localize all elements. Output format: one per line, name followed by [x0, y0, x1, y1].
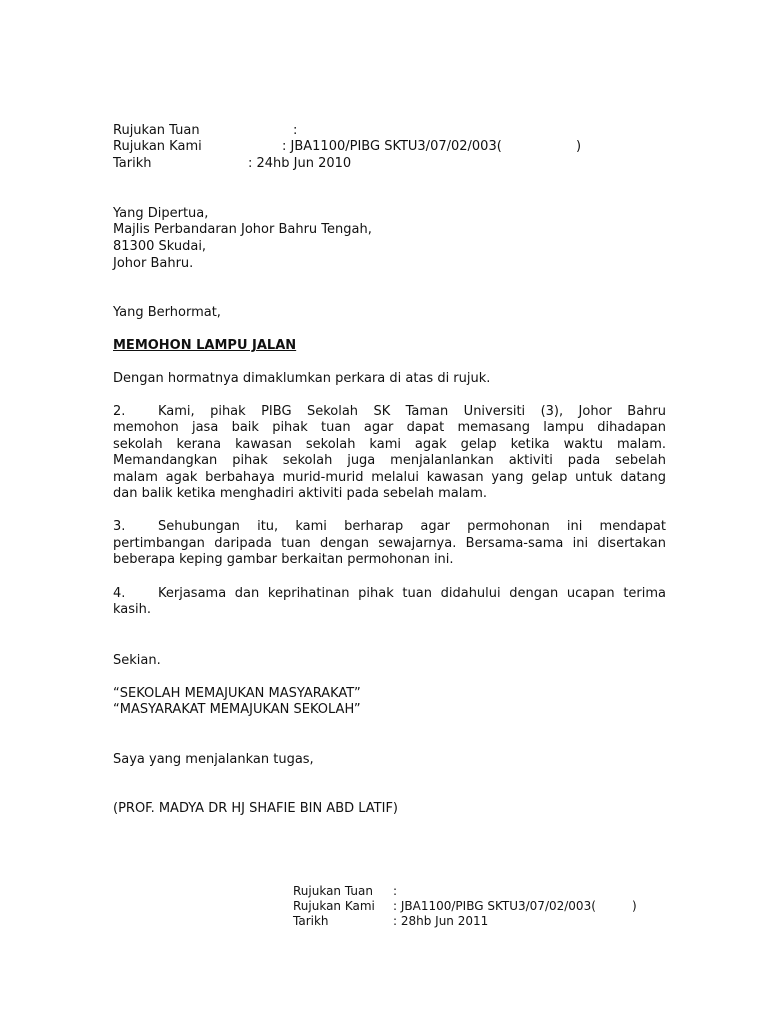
ref-tuan-value: :: [293, 123, 298, 138]
para3-number: 3.: [113, 519, 126, 534]
para2-line-1: Kami, pihak PIBG Sekolah SK Taman Universiti (3), Johor Bahru: [158, 404, 666, 419]
ref-tarikh-value: : 24hb Jun 2010: [248, 156, 352, 171]
ref-tarikh-label: Tarikh: [113, 156, 152, 171]
para2-line-2: memohon jasa baik pihak tuan agar dapat memasang lampu dihadapan: [113, 420, 666, 435]
ref2-kami-close: ): [632, 899, 637, 913]
signatory-name: (PROF. MADYA DR HJ SHAFIE BIN ABD LATIF): [113, 801, 399, 816]
para4-number: 4.: [113, 586, 126, 601]
opening-line: Dengan hormatnya dimaklumkan perkara di atas di rujuk.: [113, 371, 491, 386]
ref2-tarikh-value: : 28hb Jun 2011: [393, 914, 489, 928]
para2-line-5: malam agak berbahaya murid-murid melalui kawasan yang gelap untuk datang: [113, 470, 666, 485]
address-line-3: 81300 Skudai,: [113, 239, 207, 254]
para4-line-1: Kerjasama dan keprihatinan pihak tuan didahului dengan ucapan terima: [158, 586, 666, 601]
motto-line-1: “SEKOLAH MEMAJUKAN MASYARAKAT”: [113, 686, 361, 701]
para4-line-2: kasih.: [113, 602, 152, 617]
para2-line-4: Memandangkan pihak sekolah juga menjalanlankan aktiviti pada sebelah: [113, 453, 666, 468]
ref2-tarikh-label: Tarikh: [293, 914, 329, 928]
ref-kami-label: Rujukan Kami: [113, 139, 202, 154]
para3-line-2: pertimbangan daripada tuan dengan sewajarnya. Bersama-sama ini disertakan: [113, 536, 666, 551]
sign-line: Saya yang menjalankan tugas,: [113, 752, 314, 767]
ref2-kami-value: : JBA1100/PIBG SKTU3/07/02/003(: [393, 899, 596, 913]
address-line-2: Majlis Perbandaran Johor Bahru Tengah,: [113, 222, 372, 237]
closing: Sekian.: [113, 653, 161, 668]
ref2-tuan-label: Rujukan Tuan: [293, 884, 373, 898]
ref-kami-close: ): [576, 139, 582, 154]
motto-line-2: “MASYARAKAT MEMAJUKAN SEKOLAH”: [113, 702, 361, 717]
ref2-kami-label: Rujukan Kami: [293, 899, 375, 913]
subject-title: MEMOHON LAMPU JALAN: [113, 338, 297, 353]
para3-line-1: Sehubungan itu, kami berharap agar permohonan ini mendapat: [158, 519, 666, 534]
ref-kami-value: : JBA1100/PIBG SKTU3/07/02/003(: [282, 139, 502, 154]
address-line-4: Johor Bahru.: [113, 256, 194, 271]
para2-line-6: dan balik ketika menghadiri aktiviti pada sebelah malam.: [113, 486, 488, 501]
para2-number: 2.: [113, 404, 126, 419]
ref2-tuan-value: :: [393, 884, 398, 898]
para2-line-3: sekolah kerana kawasan sekolah kami agak gelap ketika waktu malam.: [113, 437, 666, 452]
para3-line-3: beberapa keping gambar berkaitan permohonan ini.: [113, 552, 454, 567]
salutation: Yang Berhormat,: [113, 305, 221, 320]
ref-tuan-label: Rujukan Tuan: [113, 123, 200, 138]
address-line-1: Yang Dipertua,: [113, 206, 209, 221]
